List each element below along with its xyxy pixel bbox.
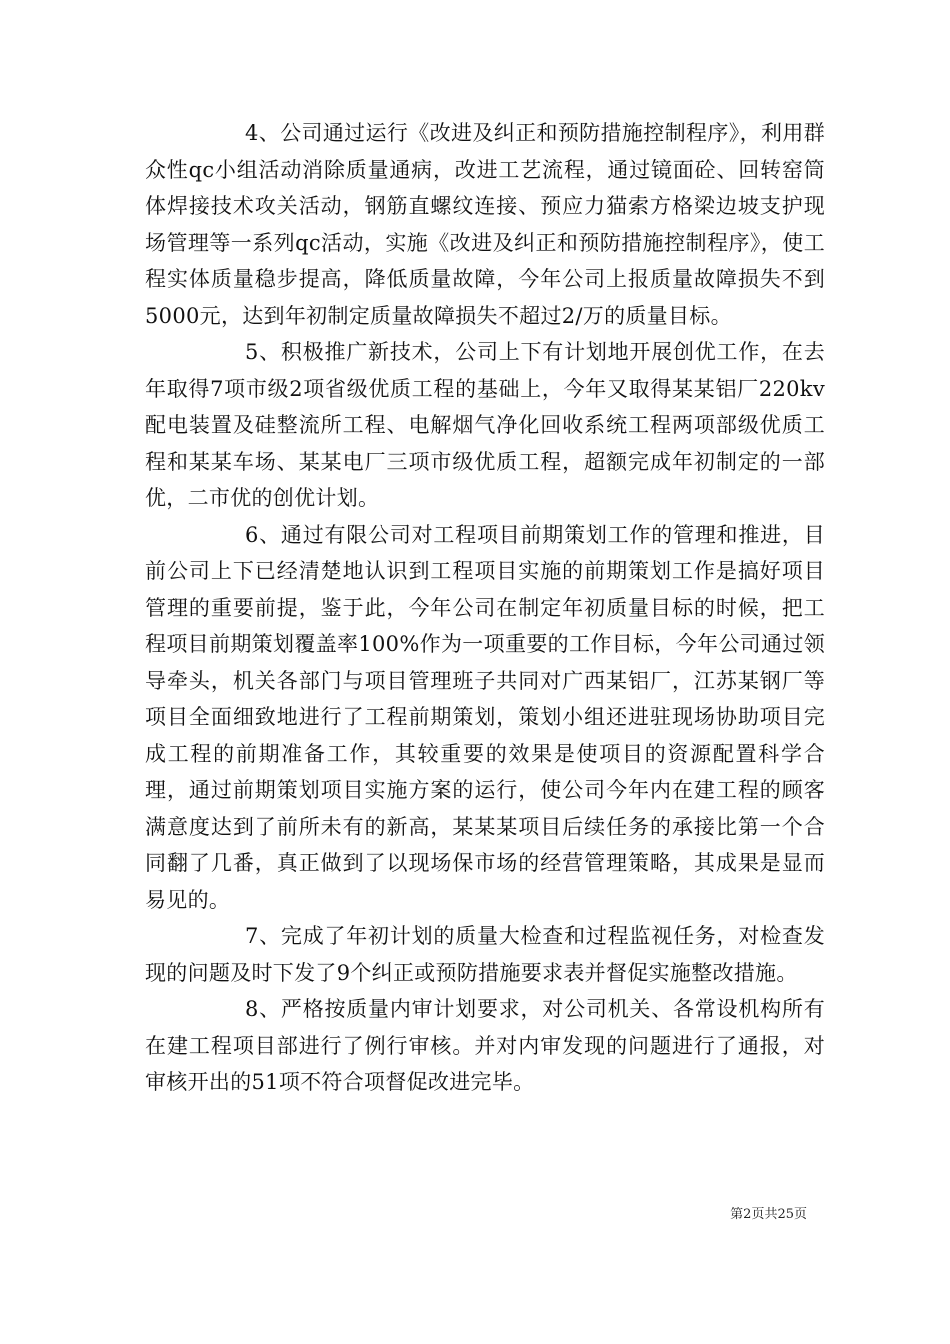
paragraph-8: 8、严格按质量内审计划要求，对公司机关、各常设机构所有在建工程项目部进行了例行审核。并对内审发现的问题进行了通报，对审核开出的51项不符合项督促改进完毕。 (145, 997, 825, 1094)
document-body (145, 115, 825, 1101)
page-number-footer: 第2页共25页 (730, 1207, 807, 1222)
paragraph-7: 7、完成了年初计划的质量大检查和过程监视任务，对检查发现的问题及时下发了9个纠正或预防措施要求表并督促实施整改措施。 (145, 924, 825, 985)
paragraph-5: 5、积极推广新技术，公司上下有计划地开展创优工作，在去年取得7项市级2项省级优质工程的基础上，今年又取得某某铝厂220kv配电装置及硅整流所工程、电解烟气净化回收系统工程两项部级优质工程和某某车场、某某电厂三项市级优质工程，超额完成年初制定的一部优，二市优的创优计划。 (145, 340, 825, 510)
paragraph-6: 6、通过有限公司对工程项目前期策划工作的管理和推进，目前公司上下已经清楚地认识到工程项目实施的前期策划工作是搞好项目管理的重要前提，鉴于此，今年公司在制定年初质量目标的时候，把工程项目前期策划覆盖率100%作为一项重要的工作目标，今年公司通过领导牵头，机关各部门与项目管理班子共同对广西某铝厂，江苏某钢厂等项目全面细致地进行了工程前期策划，策划小组还进驻现场协助项目完成工程的前期准备工作，其较重要的效果是使项目的资源配置科学合理，通过前期策划项目实施方案的运行，使公司今年内在建工程的顾客满意度达到了前所未有的新高，某某某项目后续任务的承接比第一个合同翻了几番，真正做到了以现场保市场的经营管理策略，其成果是显而易见的。 (145, 522, 825, 912)
paragraph-4: 4、公司通过运行《改进及纠正和预防措施控制程序》，利用群众性qc小组活动消除质量通病，改进工艺流程，通过镜面砼、回转窑筒体焊接技术攻关活动，钢筋直螺纹连接、预应力猫索方格梁边坡支护现场管理等一系列qc活动，实施《改进及纠正和预防措施控制程序》，使工程实体质量稳步提高，降低质量故障，今年公司上报质量故障损失不到5000元，达到年初制定质量故障损失不超过2/万的质量目标。 (145, 121, 825, 328)
